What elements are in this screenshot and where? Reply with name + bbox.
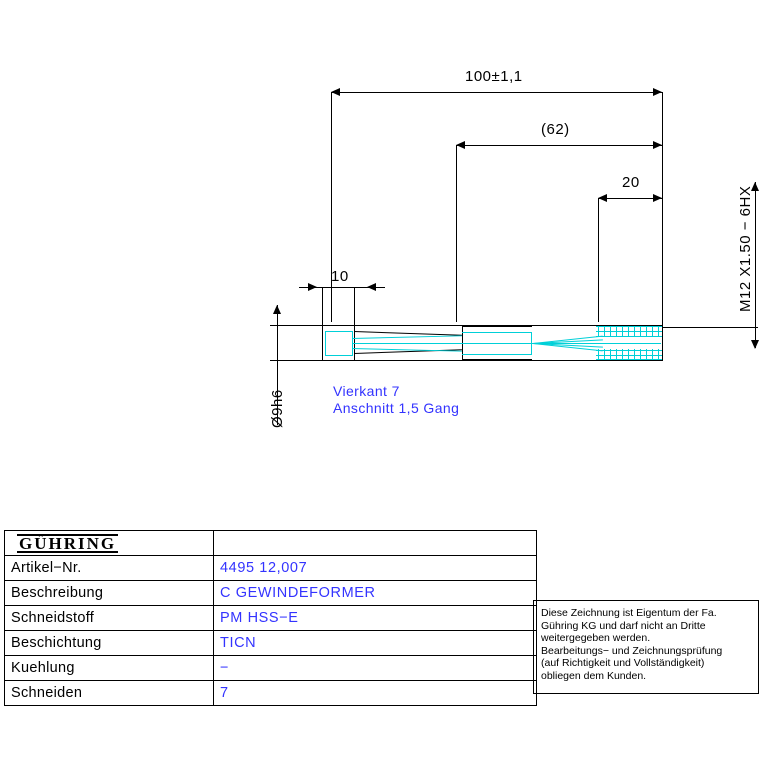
dim-arrow-overall-right: [653, 88, 662, 96]
dim-label-shank: (62): [541, 121, 570, 138]
label-shank-dia: Ø9h6: [269, 389, 286, 428]
value-beschichtung: TICN: [214, 631, 537, 656]
dim-arrow-square-left: [308, 283, 317, 291]
table-row: [5, 656, 537, 681]
legal-notice-box: [533, 600, 759, 694]
dim-arrow-square-right: [367, 283, 376, 291]
label-kuehlung: Kuehlung: [5, 656, 214, 681]
note-vierkant: Vierkant 7: [333, 383, 400, 399]
part-taper-top: [352, 335, 462, 339]
part-shank-top: [462, 332, 532, 333]
value-schneidstoff: PM HSS−E: [214, 606, 537, 631]
logo-cell: [5, 531, 214, 556]
notice-line: weitergegeben werden.: [541, 632, 651, 644]
dim-label-overall: 100±1,1: [465, 68, 523, 85]
dim-label-thread: 20: [622, 174, 640, 191]
ext-line-overall-right: [662, 92, 663, 327]
notice-line: (auf Richtigkeit und Vollständigkeit): [541, 657, 705, 669]
dim-arrow-shank-left: [456, 141, 465, 149]
value-beschreibung: C GEWINDEFORMER: [214, 581, 537, 606]
part-axis-line: [533, 343, 661, 344]
dim-label-square: 10: [331, 268, 349, 285]
tool-shank-bottom: [462, 359, 532, 360]
tool-shank-top: [462, 326, 532, 327]
part-square-top: [325, 331, 353, 332]
dim-arrow-thread-left: [598, 194, 607, 202]
ext-line-shank-left: [456, 145, 457, 322]
table-row: [5, 581, 537, 606]
ext-line-thread-spec-bottom: [662, 327, 758, 328]
value-schneiden: 7: [214, 681, 537, 706]
label-schneidstoff: Schneidstoff: [5, 606, 214, 631]
table-row: [5, 606, 537, 631]
value-artikel-nr: 4495 12,007: [214, 556, 537, 581]
dim-arrow-thread-spec-bottom: [751, 340, 759, 349]
label-beschreibung: Beschreibung: [5, 581, 214, 606]
part-square-bottom: [325, 355, 353, 356]
title-block-table: [4, 530, 537, 706]
table-row: [5, 631, 537, 656]
table-row-logo: [5, 531, 537, 556]
dim-arrow-thread-right: [653, 194, 662, 202]
label-thread-spec: M12 X1.50 − 6HX: [737, 185, 754, 312]
ext-line-shank-dia-top: [270, 325, 328, 326]
ext-line-thread-left: [598, 198, 599, 322]
ext-line-shank-dia-bottom: [270, 360, 328, 361]
tool-left-end: [322, 325, 323, 361]
tool-right-end: [662, 325, 663, 361]
label-beschichtung: Beschichtung: [5, 631, 214, 656]
notice-line: Gühring KG und darf nicht an Dritte: [541, 619, 706, 632]
note-anschnitt: Anschnitt 1,5 Gang: [333, 400, 460, 416]
tool-bottom-outline: [322, 360, 662, 361]
value-kuehlung: −: [214, 656, 537, 681]
dim-arrow-shank-dia-top: [273, 305, 281, 314]
logo-value-cell: [214, 531, 537, 556]
table-row: [5, 556, 537, 581]
part-shank-bottom: [462, 354, 532, 355]
table-row: [5, 681, 537, 706]
part-square-left: [325, 331, 326, 355]
dim-line-shank: [456, 145, 662, 146]
notice-line: Diese Zeichnung ist Eigentum der Fa.: [541, 607, 717, 619]
dim-line-overall: [331, 92, 662, 93]
notice-line: obliegen dem Kunden.: [541, 669, 647, 682]
label-artikel-nr: Artikel−Nr.: [5, 556, 214, 581]
dim-line-thread-spec: [755, 182, 756, 348]
part-center-line: [352, 343, 534, 344]
dim-arrow-overall-left: [331, 88, 340, 96]
label-schneiden: Schneiden: [5, 681, 214, 706]
dim-arrow-shank-right: [653, 141, 662, 149]
notice-line: Bearbeitungs− und Zeichnungsprüfung: [541, 644, 723, 657]
part-shank-shoulder: [531, 332, 532, 355]
guehring-logo: GÜHRING: [19, 533, 117, 553]
